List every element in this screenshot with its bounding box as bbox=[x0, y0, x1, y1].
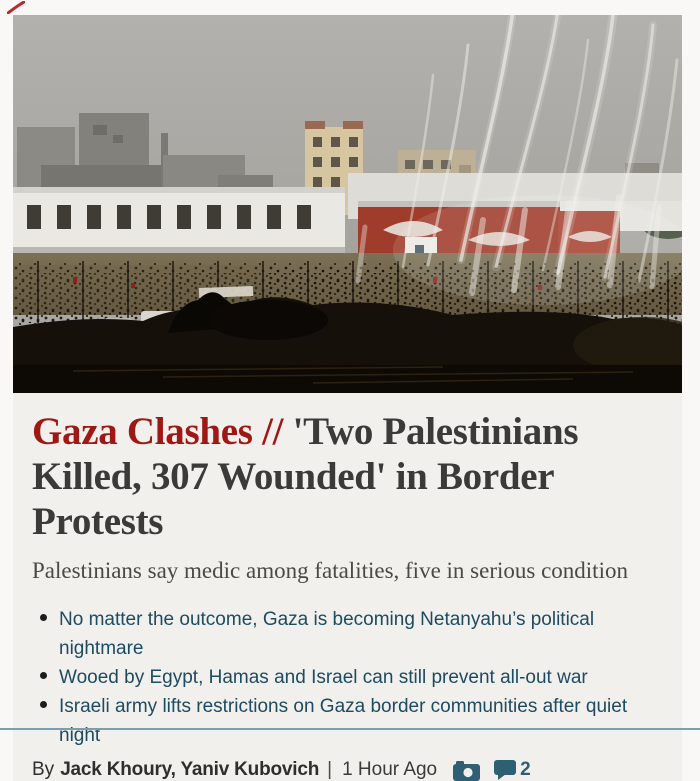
related-item[interactable] bbox=[40, 663, 658, 692]
related-item[interactable] bbox=[40, 692, 658, 750]
related-item-label[interactable]: No matter the outcome, Gaza is becoming Netanyahu’s political nightmare bbox=[59, 609, 595, 659]
comments-count[interactable]: 2 bbox=[520, 759, 531, 780]
article-photo[interactable] bbox=[13, 15, 682, 393]
related-item[interactable] bbox=[40, 605, 658, 663]
section-divider bbox=[0, 728, 700, 730]
camera-icon bbox=[453, 760, 480, 781]
article-content bbox=[13, 409, 682, 781]
related-item-label[interactable]: Israeli army lifts restrictions on Gaza border communities after quiet night bbox=[59, 696, 628, 746]
headline[interactable] bbox=[32, 409, 658, 544]
article-card bbox=[13, 15, 682, 781]
comments-icon[interactable] bbox=[494, 760, 516, 780]
related-item-label[interactable]: Wooed by Egypt, Hamas and Israel can still prevent all-out war bbox=[59, 667, 588, 688]
headline-kicker[interactable]: Gaza Clashes // bbox=[32, 410, 284, 453]
bullet-dot bbox=[40, 701, 47, 708]
byline-authors[interactable]: Jack Khoury, Yaniv Kubovich bbox=[60, 759, 320, 780]
bullet-dot bbox=[40, 614, 47, 621]
red-logo-fragment bbox=[7, 1, 25, 14]
byline bbox=[32, 759, 658, 781]
subheadline: Palestinians say medic among fatalities, five in serious condition bbox=[32, 558, 628, 583]
headline-title[interactable]: 'Two Palestinians Killed, 307 Wounded' in Border Protests bbox=[32, 410, 579, 543]
byline-prefix: By bbox=[32, 759, 55, 780]
gaza-border-photo-illustration bbox=[13, 15, 682, 393]
byline-separator: | bbox=[327, 759, 333, 780]
byline-timestamp: 1 Hour Ago bbox=[342, 759, 438, 780]
bullet-dot bbox=[40, 672, 47, 679]
